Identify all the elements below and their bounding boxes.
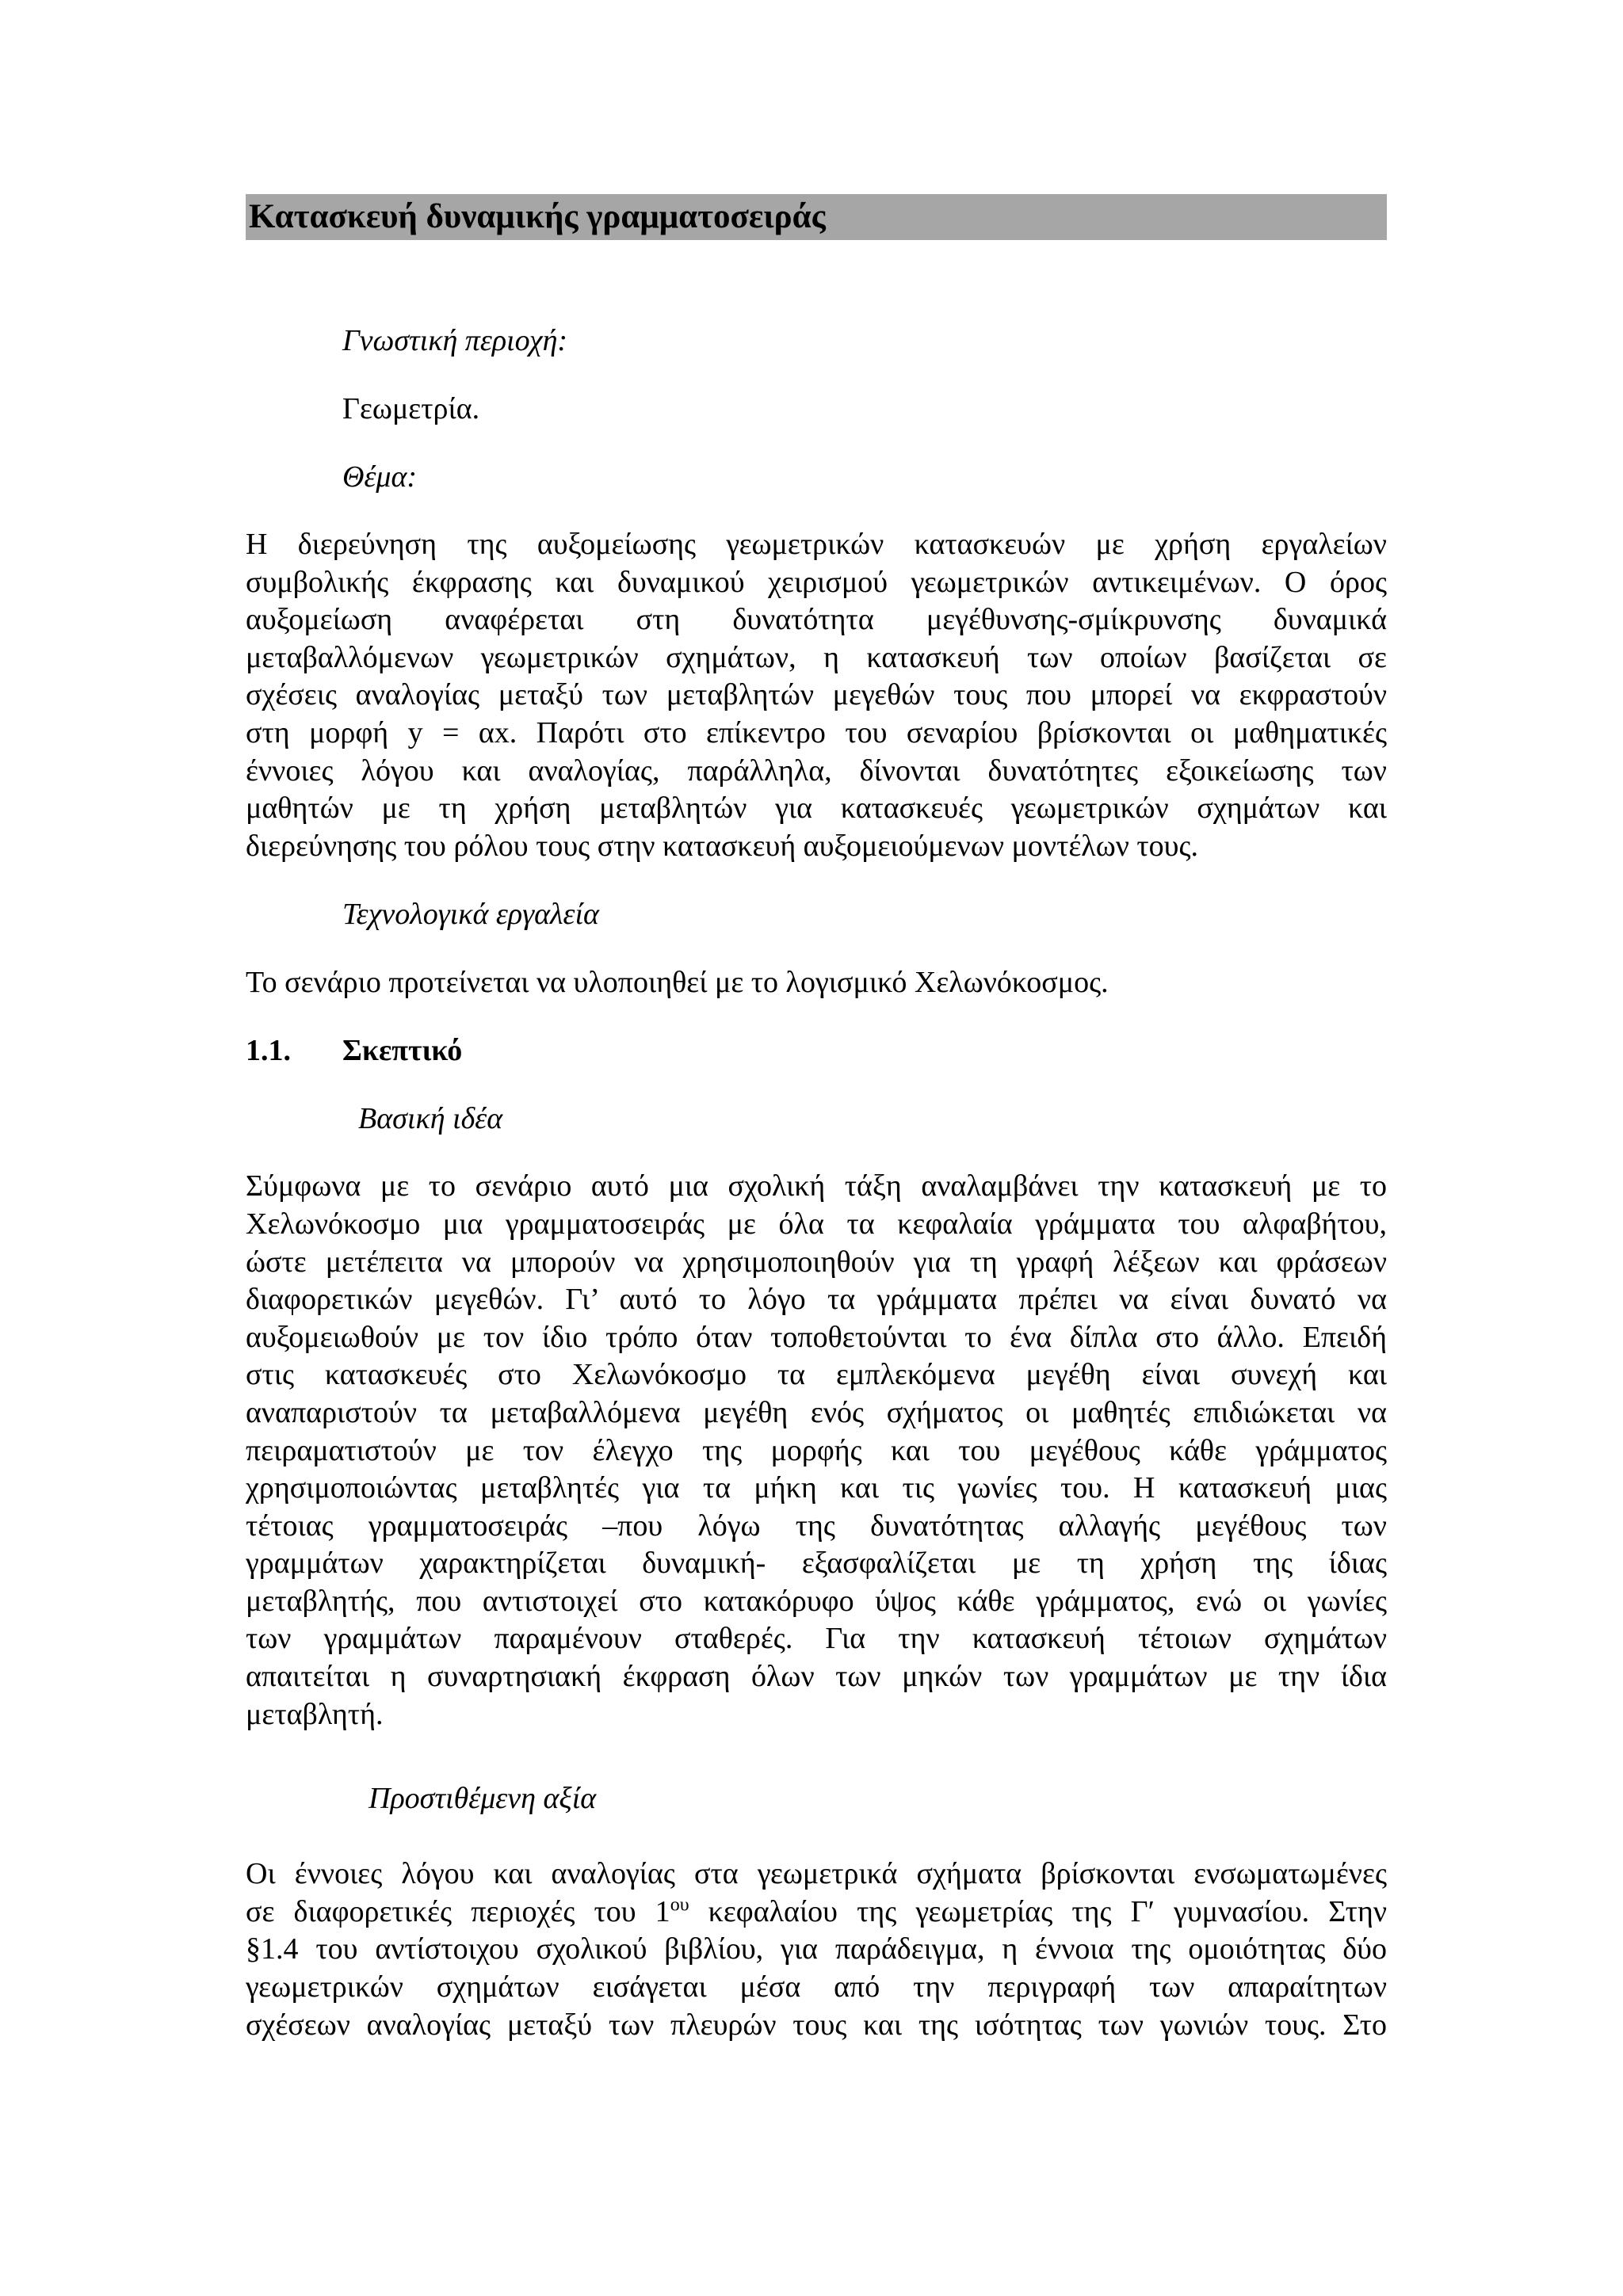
paragraph-line: μεταβλητή. (246, 1697, 384, 1731)
subsection-title: Σκεπτικό (342, 1034, 463, 1068)
paragraph-line: αναπαριστούν τα μεταβαλλόμενα μεγέθη ενός σχήματος οι μαθητές επιδιώκεται να (246, 1395, 1387, 1429)
paragraph-line: Χελωνόκοσμο μια γραμματοσειράς με όλα τα κεφαλαία γράμματα του αλφαβήτου, (246, 1207, 1387, 1241)
paragraph-line: Σύμφωνα με το σενάριο αυτό μια σχολική τάξη αναλαμβάνει την κατασκευή με το (246, 1169, 1387, 1203)
cognitive-area-label: Γνωστική περιοχή: (342, 324, 568, 357)
subsection-heading (246, 1032, 1387, 1070)
cognitive-area-value: Γεωμετρία. (342, 392, 480, 425)
paragraph-line: των γραμμάτων παραμένουν σταθερές. Για την κατασκευή τέτοιων σχημάτων (246, 1622, 1387, 1656)
paragraph-line: πειραματιστούν με τον έλεγχο της μορφής και του μεγέθους κάθε γράμματος (246, 1433, 1387, 1467)
tools-label: Τεχνολογικά εργαλεία (342, 898, 599, 932)
ordinal-superscript: ου (670, 1894, 689, 1916)
tools-text: Το σενάριο προτείνεται να υλοποιηθεί με το λογισμικό Χελωνόκοσμος. (246, 966, 1109, 1000)
paragraph-line: γεωμετρικών σχημάτων εισάγεται μέσα από την περιγραφή των απαραίτητων (246, 1970, 1387, 2004)
line-text-after-sup: κεφαλαίου της γεωμετρίας της Γ′ γυμνασίου. Στην (689, 1894, 1387, 1928)
paragraph-line: §1.4 του αντίστοιχου σχολικού βιβλίου, για παράδειγμα, η έννοια της ομοιότητας δύο (246, 1932, 1387, 1966)
paragraph-line: γραμμάτων χαρακτηρίζεται δυναμική- εξασφαλίζεται με τη χρήση της ίδιας (246, 1547, 1387, 1581)
paragraph-line: διερεύνησης του ρόλου τους στην κατασκευή αυξομειούμενων μοντέλων τους. (246, 829, 1199, 863)
added-value-paragraph (246, 1855, 1387, 2044)
paragraph-line: ώστε μετέπειτα να μπορούν να χρησιμοποιηθούν για τη γραφή λέξεων και φράσεων (246, 1245, 1387, 1279)
paragraph-line: στις κατασκευές στο Χελωνόκοσμο τα εμπλεκόμενα μεγέθη είναι συνεχή και (246, 1358, 1387, 1392)
paragraph-line: σχέσεων αναλογίας μεταξύ των πλευρών τους και της ισότητας των γωνιών τους. Στο (246, 2008, 1387, 2042)
paragraph-line: στη μορφή y = αx. Παρότι στο επίκεντρο του σεναρίου βρίσκονται οι μαθηματικές (246, 715, 1387, 749)
paragraph-line: Οι έννοιες λόγου και αναλογίας στα γεωμετρικά σχήματα βρίσκονται ενσωματωμένες (246, 1857, 1387, 1891)
paragraph-line: τέτοιας γραμματοσειράς –που λόγω της δυνατότητας αλλαγής μεγέθους των (246, 1508, 1387, 1543)
paragraph-line: έννοιες λόγου και αναλογίας, παράλληλα, δίνονται δυνατότητες εξοικείωσης των (246, 753, 1387, 788)
paragraph-line: Η διερεύνηση της αυξομείωσης γεωμετρικών κατασκευών με χρήση εργαλείων (246, 528, 1387, 561)
topic-paragraph (246, 526, 1387, 865)
paragraph-line: συμβολικής έκφρασης και δυναμικού χειρισμού γεωμετρικών αντικειμένων. Ο όρος (246, 565, 1387, 599)
document-content (246, 194, 1387, 2044)
paragraph-line: μαθητών με τη χρήση μεταβλητών για κατασκευές γεωμετρικών σχημάτων και (246, 791, 1387, 826)
topic-label: Θέμα: (342, 460, 418, 494)
added-value-label: Προστιθέμενη αξία (369, 1782, 597, 1816)
paragraph-line: σχέσεις αναλογίας μεταξύ των μεταβλητών μεγεθών τους που μπορεί να εκφραστούν (246, 678, 1387, 712)
paragraph-line: χρησιμοποιώντας μεταβλητές για τα μήκη και τις γωνίες του. Η κατασκευή μιας (246, 1471, 1387, 1505)
paragraph-line: μεταβλητής, που αντιστοιχεί στο κατακόρυφο ύψος κάθε γράμματος, ενώ οι γωνίες (246, 1584, 1387, 1618)
paragraph-line: απαιτείται η συναρτησιακή έκφραση όλων των μηκών των γραμμάτων με την ίδια (246, 1660, 1387, 1694)
paragraph-line: αυξομείωση αναφέρεται στη δυνατότητα μεγέθυνσης-σμίκρυνσης δυναμικά (246, 603, 1387, 637)
basic-idea-label: Βασική ιδέα (358, 1102, 503, 1136)
subsection-number: 1.1. (246, 1034, 291, 1068)
paragraph-line: μεταβαλλόμενων γεωμετρικών σχημάτων, η κατασκευή των οποίων βασίζεται σε (246, 640, 1387, 674)
basic-idea-paragraph (246, 1168, 1387, 1733)
paragraph-line: διαφορετικών μεγεθών. Γι’ αυτό το λόγο τα γράμματα πρέπει να είναι δυνατό να (246, 1283, 1387, 1317)
line-text-before-sup: σε διαφορετικές περιοχές του 1 (246, 1894, 670, 1928)
section-title: Κατασκευή δυναμικής γραμματοσειράς (246, 194, 1387, 240)
paragraph-line: αυξομειωθούν με τον ίδιο τρόπο όταν τοποθετούνται το ένα δίπλα στο άλλο. Επειδή (246, 1320, 1387, 1354)
paragraph-line-with-superscript (246, 1894, 1387, 1932)
